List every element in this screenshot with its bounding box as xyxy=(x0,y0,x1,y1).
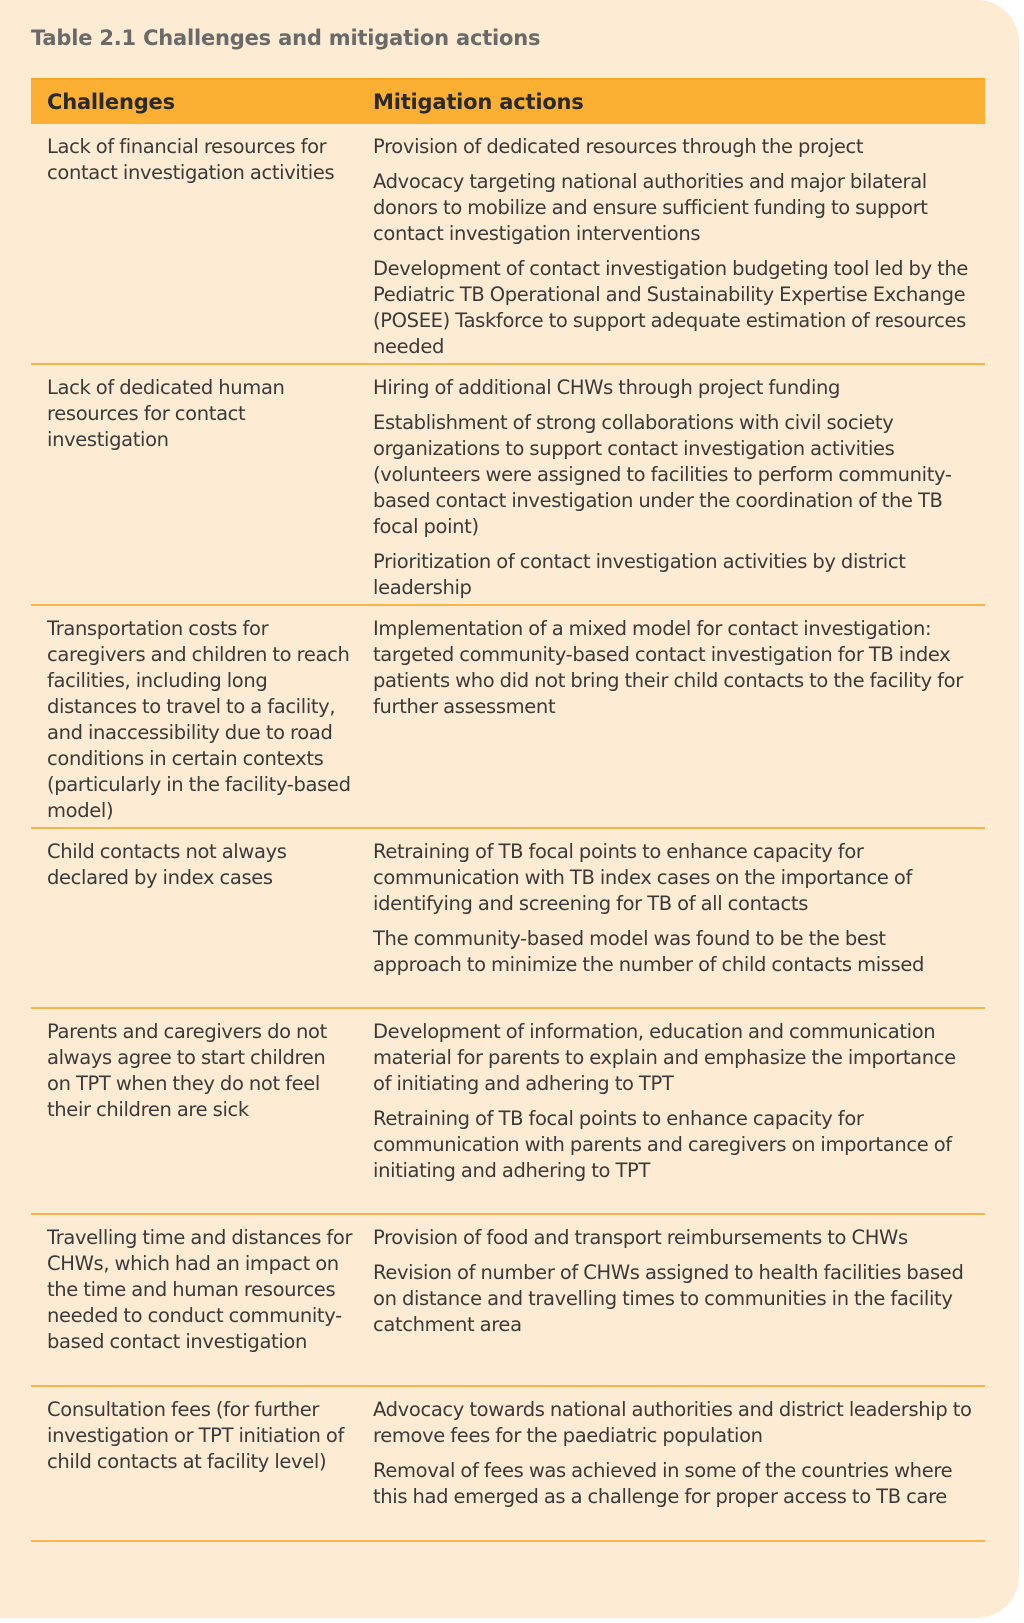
actions-cell xyxy=(360,134,985,356)
actions-cell xyxy=(360,1397,985,1533)
table-title: Table 2.1 Challenges and mitigation actions xyxy=(31,26,541,50)
header-challenges: Challenges xyxy=(47,90,175,114)
action-text: Revision of number of CHWs assigned to health facilities based on distance and travelling times to communities in the facility catchment area xyxy=(373,1261,964,1336)
challenge-text: Lack of financial resources for contact investigation activities xyxy=(47,135,335,184)
challenge-cell xyxy=(31,1397,360,1533)
challenge-cell xyxy=(31,1225,360,1378)
actions-cell xyxy=(360,1019,985,1206)
challenge-cell xyxy=(31,1019,360,1206)
action-text: Implementation of a mixed model for contact investigation: targeted community-based contact investigation for TB index patients who did not bring their child contacts to the facility for further assessment xyxy=(373,617,963,718)
action-text: Advocacy targeting national authorities and major bilateral donors to mobilize and ensure sufficient funding to support contact investigation interventions xyxy=(373,170,928,245)
table-header xyxy=(31,80,985,124)
challenge-text: Parents and caregivers do not always agree to start children on TPT when they do not feel their children are sick xyxy=(47,1020,327,1121)
action-text: Hiring of additional CHWs through project funding xyxy=(373,376,841,399)
table-row xyxy=(31,1387,985,1542)
challenge-cell xyxy=(31,375,360,597)
action-text: Removal of fees was achieved in some of the countries where this had emerged as a challenge for proper access to TB care xyxy=(373,1459,953,1508)
challenge-text: Child contacts not always declared by index cases xyxy=(47,840,287,889)
action-text: Retraining of TB focal points to enhance capacity for communication with parents and caregivers on importance of initiating and adhering to TPT xyxy=(373,1107,952,1182)
action-text: Advocacy towards national authorities and district leadership to remove fees for the paediatric population xyxy=(373,1398,972,1447)
challenge-cell xyxy=(31,839,360,1000)
action-text: Establishment of strong collaborations with civil society organizations to support contact investigation activities (volunteers were assigned to facilities to perform community-based contact investigation under the coordination of the TB focal point) xyxy=(373,411,952,538)
challenges-table xyxy=(31,78,985,1542)
table-row xyxy=(31,124,985,365)
action-text: Development of contact investigation budgeting tool led by the Pediatric TB Operational and Sustainability Expertise Exchange (POSEE) Taskforce to support adequate estimation of resources needed xyxy=(373,257,969,358)
challenge-text: Travelling time and distances for CHWs, which had an impact on the time and human resources needed to conduct community-based contact investigation xyxy=(47,1226,353,1353)
challenge-text: Transportation costs for caregivers and children to reach facilities, including long distances to travel to a facility, and inaccessibility due to road conditions in certain contexts (particularly in the facility-based model) xyxy=(47,617,351,822)
action-text: Provision of dedicated resources through the project xyxy=(373,135,864,158)
table-row xyxy=(31,606,985,829)
table-row xyxy=(31,829,985,1009)
action-text: Prioritization of contact investigation activities by district leadership xyxy=(373,550,906,599)
actions-cell xyxy=(360,1225,985,1378)
table-row xyxy=(31,365,985,606)
challenge-cell xyxy=(31,134,360,356)
header-mitigation-actions: Mitigation actions xyxy=(373,90,584,114)
actions-cell xyxy=(360,375,985,597)
actions-cell xyxy=(360,839,985,1000)
table-row xyxy=(31,1009,985,1215)
challenge-text: Lack of dedicated human resources for contact investigation xyxy=(47,376,285,451)
action-text: Retraining of TB focal points to enhance capacity for communication with TB index cases on the importance of identifying and screening for TB of all contacts xyxy=(373,840,912,915)
action-text: Provision of food and transport reimbursements to CHWs xyxy=(373,1226,908,1249)
table-row xyxy=(31,1215,985,1387)
challenge-cell xyxy=(31,616,360,820)
challenge-text: Consultation fees (for further investigation or TPT initiation of child contacts at facility level) xyxy=(47,1398,344,1473)
action-text: Development of information, education and communication material for parents to explain and emphasize the importance of initiating and adhering to TPT xyxy=(373,1020,956,1095)
action-text: The community-based model was found to be the best approach to minimize the number of child contacts missed xyxy=(373,927,925,976)
actions-cell xyxy=(360,616,985,820)
